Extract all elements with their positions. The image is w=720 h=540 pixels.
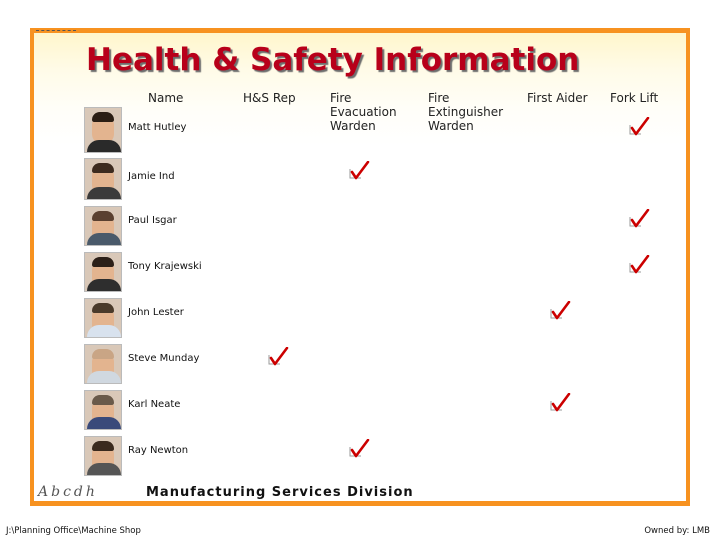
handwritten-mark: Abcdh — [38, 484, 98, 500]
table-row — [84, 156, 684, 202]
header-fire-evac-line-1: Fire — [330, 91, 352, 105]
person-photo — [84, 436, 122, 476]
person-photo — [84, 298, 122, 338]
person-photo — [84, 390, 122, 430]
owner-label: Owned by: LMB — [644, 526, 710, 536]
header-first-aider — [527, 91, 588, 105]
person-name: Matt Hutley — [128, 122, 187, 133]
header-name — [148, 91, 183, 105]
person-name: Ray Newton — [128, 445, 189, 456]
header-fire-ext-line-1: Fire — [428, 91, 450, 105]
header-fire-evac-line-2: Evacuation — [330, 105, 397, 119]
header-fire-ext-line-3: Warden — [428, 119, 474, 133]
header-name-line: Name — [148, 91, 184, 105]
person-photo — [84, 206, 122, 246]
person-name: Paul Isgar — [128, 215, 177, 226]
table-row — [84, 342, 684, 386]
person-photo — [84, 252, 122, 292]
person-name: Jamie Ind — [128, 171, 175, 182]
checkmark-icon — [628, 209, 650, 229]
table-row — [84, 388, 684, 432]
header-hs-rep — [243, 91, 296, 105]
table-row — [84, 105, 684, 155]
table-row — [84, 296, 684, 340]
person-photo — [84, 158, 122, 200]
person-name: John Lester — [128, 307, 184, 318]
checkmark-icon — [267, 347, 289, 367]
person-name: Steve Munday — [128, 353, 200, 364]
table-row — [84, 250, 684, 294]
page-title: Health & Safety Information — [86, 42, 580, 78]
file-path: J:\Planning Office\Machine Shop — [6, 526, 141, 536]
person-name: Tony Krajewski — [128, 261, 202, 272]
checkmark-icon — [549, 393, 571, 413]
header-fire-ext-line-2: Extinguisher — [428, 105, 504, 119]
checkmark-icon — [348, 161, 370, 181]
header-fork-lift-line: Fork Lift — [610, 91, 659, 105]
division-label: Manufacturing Services Division — [146, 485, 414, 500]
header-first-aider-line: First Aider — [527, 91, 588, 105]
person-photo — [84, 107, 122, 153]
checkmark-icon — [348, 439, 370, 459]
corner-decoration — [36, 30, 76, 35]
header-hs-rep-line: H&S Rep — [243, 91, 296, 105]
header-fork-lift — [610, 91, 658, 105]
checkmark-icon — [628, 117, 650, 137]
person-photo — [84, 344, 122, 384]
checkmark-icon — [549, 301, 571, 321]
table-row — [84, 434, 684, 478]
header-fire-evac-line-3: Warden — [330, 119, 376, 133]
person-name: Karl Neate — [128, 399, 181, 410]
checkmark-icon — [628, 255, 650, 275]
table-row — [84, 204, 684, 248]
